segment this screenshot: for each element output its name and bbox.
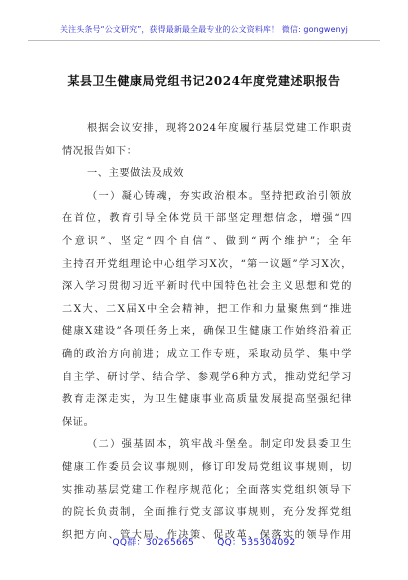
- body-line: 根据会议安排，现将2024年度履行基层党建工作职责: [87, 123, 352, 134]
- qq-group-number: QQ群：30265665: [112, 538, 195, 548]
- body-line: 自主学、研讨学、结合学、参观学6种方式，推动党纪学习: [62, 371, 352, 383]
- body-line: 实推动基层党建工作程序规范化；全面落实党组织领导下: [62, 484, 352, 496]
- body-line: 确的政治方向前进；成立工作专班，采取动员学、集中学: [62, 348, 352, 360]
- body-line: 保证。: [62, 416, 95, 428]
- body-line: 情况报告如下：: [62, 145, 138, 157]
- header-banner: 关注头条号“公文研究”，获得最新最全最专业的公文资料库！ 微信: gongwenyj: [60, 25, 348, 34]
- body-line: 健康工作委员会议事规则，修订印发局党组议事规则，切: [62, 461, 352, 473]
- header-divider: [28, 40, 380, 41]
- section-heading: 一、主要做法及成效: [87, 168, 185, 180]
- body-line: 二X大、二X届X中全会精神，把工作和力量聚焦到“推进: [62, 303, 352, 315]
- body-line: （一）凝心铸魂，夯实政治根本。坚持把政治引领放: [87, 190, 352, 202]
- body-line: 个意识”、坚定“四个自信”、做到“两个维护”；全年: [62, 235, 352, 247]
- body-line: 在首位，教育引导全体党员干部坚定理想信念，增强“四: [62, 213, 352, 225]
- document-title: 某县卫生健康局党组书记2024年度党建述职报告: [67, 74, 341, 88]
- body-line: 主持召开党组理论中心组学习X次，“第一议题”学习X次，: [62, 258, 352, 270]
- qq-number: QQ：535304092: [217, 538, 296, 548]
- body-line: 深入学习贯彻习近平新时代中国特色社会主义思想和党的: [62, 281, 352, 293]
- body-line: 的院长负责制，全面推行党支部议事规则，充分发挥党组: [62, 507, 352, 519]
- body-line: 教育走深走实，为卫生健康事业高质量发展提高坚强纪律: [62, 394, 352, 406]
- body-line: 织把方向、管大局、作决策、促改革、保落实的领导作用: [62, 529, 352, 541]
- body-line: （二）强基固本，筑牢战斗堡垒。制定印发县委卫生: [87, 439, 352, 451]
- footer-contact: [0, 535, 408, 548]
- body-line: 健康X建设”各项任务上来，确保卫生健康工作始终沿着正: [62, 326, 352, 338]
- document-body: [62, 118, 352, 547]
